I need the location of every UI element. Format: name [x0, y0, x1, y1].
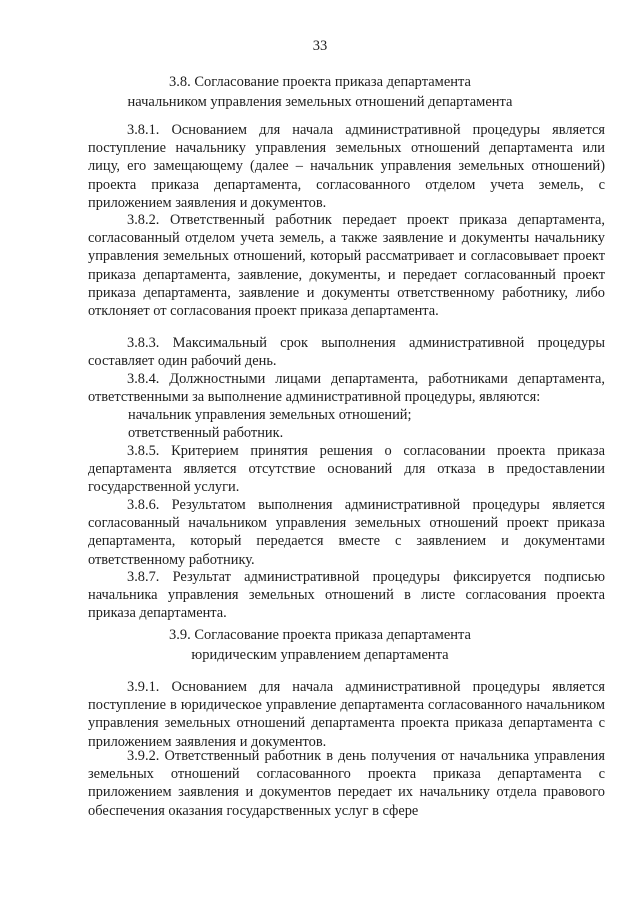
- list-item: начальник управления земельных отношений;: [128, 407, 412, 423]
- section-3-9-title-line-2: юридическим управлением департамента: [191, 647, 449, 663]
- paragraph-3-8-5: 3.8.5. Критерием принятия решения о согласовании проекта приказа департамента является отсутствие оснований для отказа в предоставлении государственной услуги.: [88, 443, 605, 496]
- paragraph-3-8-3: 3.8.3. Максимальный срок выполнения административной процедуры составляет один рабочий день.: [88, 335, 605, 370]
- paragraph-3-8-1: 3.8.1. Основанием для начала административной процедуры является поступление начальнику управления земельных отношений департамента или лицу, его замещающему (далее – начальник управления земельных отношений) проекта приказа департамента, согласованного отделом учета земель, с приложением заявления и документов.: [88, 122, 605, 211]
- paragraph-3-8-7: 3.8.7. Результат административной процедуры фиксируется подписью начальника управления земельных отношений в листе согласования проекта приказа департамента.: [88, 569, 605, 622]
- section-3-8-heading: [0, 72, 640, 112]
- page-number: 33: [312, 38, 328, 54]
- list-item: ответственный работник.: [128, 425, 284, 441]
- section-3-8-title-line-1: 3.8. Согласование проекта приказа департамента: [169, 74, 471, 90]
- paragraph-3-8-2: 3.8.2. Ответственный работник передает проект приказа департамента, согласованный отделом учета земель, а также заявление и документы начальнику управления земельных отношений, который рассматривает и согласовывает проект приказа департамента, заявление, документы, и передает согласованный проект приказа департамента, заявление и документы ответственному работнику, либо отклоняет от согласования проект приказа департамента.: [88, 212, 605, 320]
- paragraph-3-9-1: 3.9.1. Основанием для начала административной процедуры является поступление в юридическое управление департамента согласованного начальником управления земельных отношений департамента проекта приказа департамента с приложением заявления и документов.: [88, 679, 605, 750]
- paragraph-3-9-2: 3.9.2. Ответственный работник в день получения от начальника управления земельных отношений согласованного проекта приказа департамента с приложением заявления и документов передает их начальнику отдела правового обеспечения оказания государственных услуг в сфере: [88, 748, 605, 819]
- section-3-9-heading: [0, 625, 640, 665]
- section-3-9-title-line-1: 3.9. Согласование проекта приказа департамента: [169, 627, 471, 643]
- section-3-8-title-line-2: начальником управления земельных отношений департамента: [127, 94, 513, 110]
- paragraph-3-8-4: 3.8.4. Должностными лицами департамента, работниками департамента, ответственными за выполнение административной процедуры, являются:: [88, 371, 605, 406]
- paragraph-3-8-6: 3.8.6. Результатом выполнения административной процедуры является согласованный начальником управления земельных отношений проект приказа департамента, который передается вместе с заявлением и документами ответственному работнику.: [88, 497, 605, 568]
